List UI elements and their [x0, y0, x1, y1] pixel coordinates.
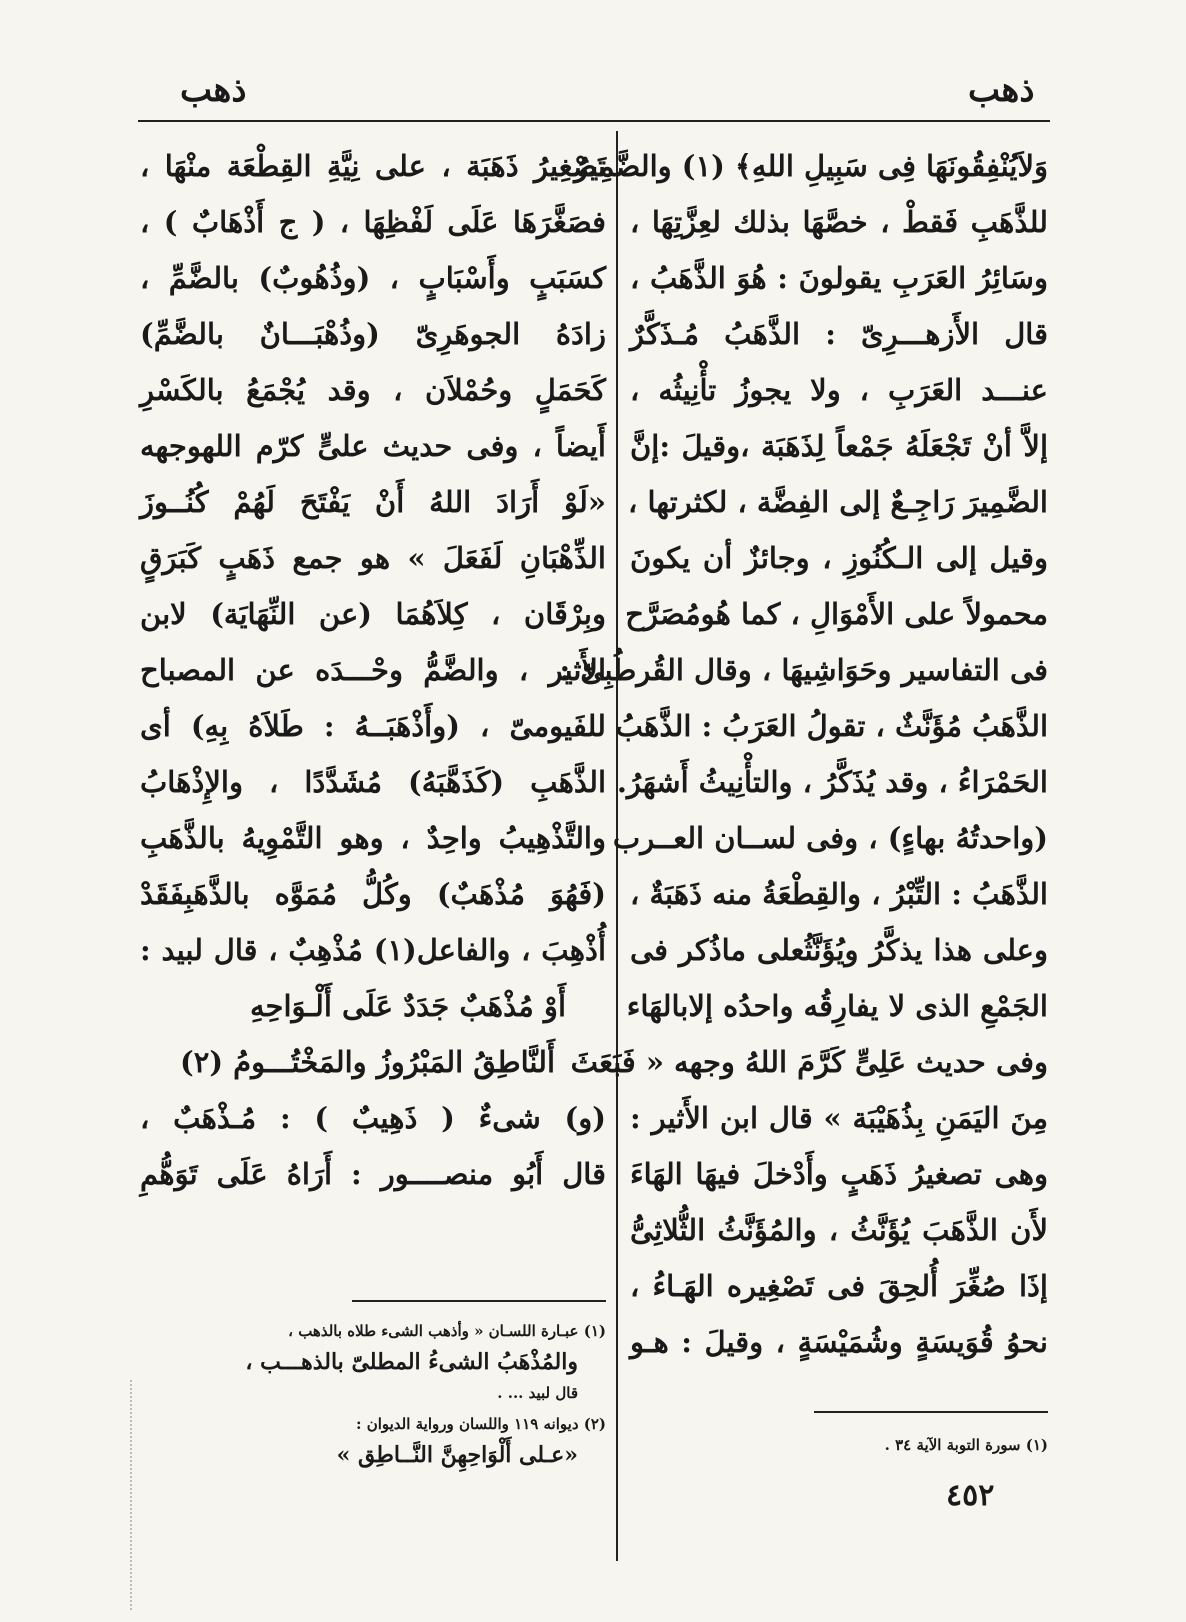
header-rule	[138, 120, 1050, 122]
text-line: كسَبَبٍ وأَسْبَابٍ ، (وذُهُوبٌ) بالضَّمِّ ،	[140, 261, 606, 295]
text-line: تَصْغِيرُ ذَهَبَة ، على نِيَّةِ القِطْعَة منْهَا ،	[140, 149, 606, 183]
text-line: وعلى هذا يذكَّرُ ويُؤَنَّثُعلى ماذُكر فى	[630, 933, 1048, 967]
footnotes-right	[630, 1430, 1048, 1461]
text-line: وفى حديث عَلِىٍّ كَرَّمَ اللهُ وجهه « فَبَعَثَ	[570, 1045, 1048, 1079]
footnote-line: والمُذْهَبُ الشىءُ المطلىّ بالذهـــب ،	[245, 1349, 578, 1375]
text-line: (و) شىءٌ ( ذَهِيبٌ ) : مُـذْهَبٌ ،	[140, 1101, 606, 1135]
footnotes-left	[140, 1316, 606, 1471]
footnote-rule-left	[352, 1300, 606, 1302]
text-line: للفَيومىّ ، (وأَذْهَبَــهُ : طَلاَهُ بِهِ) أى	[140, 709, 606, 743]
text-line: (فَهُوَ مُذْهَبٌ) وكُلُّ مُمَوَّه بالذَّهَبِفَقَدْ	[140, 877, 606, 911]
right-text-column	[559, 138, 1048, 1370]
text-line: الضَّمِيرَ رَاجِـعٌ إلى الفِضَّة ، لكثرتها ،	[628, 485, 1048, 519]
text-line: وبِرْقَان ، كِلاَهُمَا (عن النِّهَايَة) لابن	[140, 597, 606, 631]
text-line: زادَهُ الجوهَرِىّ (وذُهْبَـــانٌ بالضَّمِّ)	[140, 317, 606, 351]
footnote-line: (١) عبـارة اللسـان « وأذهب الشىء طلاه بالذهب ،	[288, 1322, 606, 1340]
text-line: قال أَبُو منصــــور : أَرَاهُ عَلَى تَوَهُّمِ	[140, 1157, 606, 1191]
footnote-line: «عـلى أَلْوَاحِهِنَّ النَّــاطِق »	[336, 1442, 578, 1468]
text-line: الجَمْعِ الذى لا يفارِقُه واحدُه إلابالهَاء	[626, 989, 1048, 1023]
left-text-column	[140, 138, 606, 1202]
running-head-right: ذهب	[968, 70, 1035, 110]
text-line: أَيضاً ، وفى حديث علىٍّ كرّم اللهوجهه	[140, 429, 606, 463]
text-line: وهى تصغيرُ ذَهَبٍ وأَدْخلَ فيهَا الهَاءَ	[630, 1157, 1048, 1191]
text-line: للذَّهَبِ فَقطْ ، خصَّهَا بذلك لعِزَّتِهَا ،	[630, 205, 1048, 239]
text-line: الذَّهَبُ : التِّبْرُ ، والقِطْعَةُ منه ذَهَبَةٌ ،	[630, 877, 1048, 911]
text-line: قال الأَزهـــرِىّ : الذَّهَبُ مُـذَكَّرٌ	[630, 317, 1048, 351]
scan-gutter-marks	[130, 1380, 132, 1610]
text-line: إذَا صُغِّرَ أُلحِقَ فى تَصْغِيره الهَـاءُ ،	[630, 1269, 1048, 1303]
text-line: محمولاً على الأَمْوَالِ ، كما هُومُصَرَّح	[625, 597, 1048, 631]
text-line: الذَّهَبُ مُؤَنَّثٌ ، تقولُ العَرَبُ : الذَّهَبُ	[615, 709, 1048, 743]
text-line: (واحدتُهُ بهاءٍ) ، وفى لســان العــرب	[612, 821, 1048, 855]
text-line: الذِّهْبَانِ لَفَعَلَ » هو جمع ذَهَبٍ كَبَرَقٍ	[140, 541, 606, 575]
text-line: عنـــد العَرَبِ ، ولا يجوزُ تأْنِيثُه ،	[630, 373, 1048, 407]
verse-line: أَوْ مُذْهَبٌ جَدَدٌ عَلَى أَلْـوَاحِهِ	[249, 989, 566, 1023]
footnote-line: (١) سورة التوبة الآية ٣٤ .	[884, 1436, 1048, 1454]
text-line: مِنَ اليَمَنِ بِذُهَيْبَة » قال ابن الأَثير :	[630, 1101, 1048, 1135]
text-line: وَلاَيُنْفِقُونَهَا فِى سَبِيلِ اللهِ﴾ (١) والضَّمِيرُ	[574, 149, 1048, 183]
footnote-rule-right	[814, 1411, 1048, 1413]
text-line: وقيل إلى الـكُنُوزِ ، وجائزٌ أن يكونَ	[630, 541, 1048, 575]
text-line: إلاَّ أنْ تَجْعَلَهُ جَمْعاً لِذَهَبَة ،وقيلَ :إنَّ	[630, 429, 1048, 463]
text-line: أُذْهِبَ ، والفاعل(١) مُذْهِبٌ ، قال لبيد :	[140, 933, 607, 967]
footnote-line: قال لبيد ... .	[497, 1384, 578, 1402]
text-line: نحوُ قُوَيسَةٍ وشُمَيْسَةٍ ، وقيلَ : هـو	[630, 1325, 1048, 1359]
text-line: والتَّذْهِيبُ واحِدٌ ، وهو التَّمْوِيهُ بالذَّهَبِ	[140, 821, 606, 855]
footnote-line: (٢) ديوانه ١١٩ واللسان ورواية الديوان :	[355, 1415, 606, 1433]
page-number: ٤٥٢	[946, 1478, 995, 1513]
text-line: لأَن الذَّهَبَ يُؤَنَّثُ ، والمُؤَنَّثُ الثُّلاثِىُّ	[630, 1213, 1048, 1247]
verse-line: أَلنَّاطِقُ المَبْرُوزُ والمَخْتُـــومُ (٢)	[180, 1045, 556, 1079]
text-line: فى التفاسير وحَوَاشِيهَا ، وقال القُرطُبِىّ :	[559, 653, 1048, 687]
text-line: «لَوْ أَرَادَ اللهُ أَنْ يَفْتَحَ لَهُمْ كُنُــوزَ	[140, 485, 606, 519]
text-line: الذَّهَبِ (كَذَهَّبَهُ) مُشَدَّدًا ، والإِذْهَابُ	[140, 765, 606, 799]
text-line: وسَائِرُ العَرَبِ يقولونَ : هُوَ الذَّهَبُ ،	[630, 261, 1048, 295]
text-line: الأَثير ، والضَّمُّ وحْـــدَه عن المصباح	[140, 653, 606, 687]
text-line: فصَغَّرَهَا عَلَى لَفْظِهَا ، ( ج أَذْهَابٌ ) ،	[140, 205, 606, 239]
running-head-left: ذهب	[180, 70, 247, 110]
text-line: كَحَمَلٍ وحُمْلاَن ، وقد يُجْمَعُ بالكَسْرِ	[140, 373, 606, 407]
text-line: الحَمْرَاءُ ، وقد يُذَكَّرُ ، والتأْنِيثُ أَشهَرُ.	[616, 765, 1048, 799]
